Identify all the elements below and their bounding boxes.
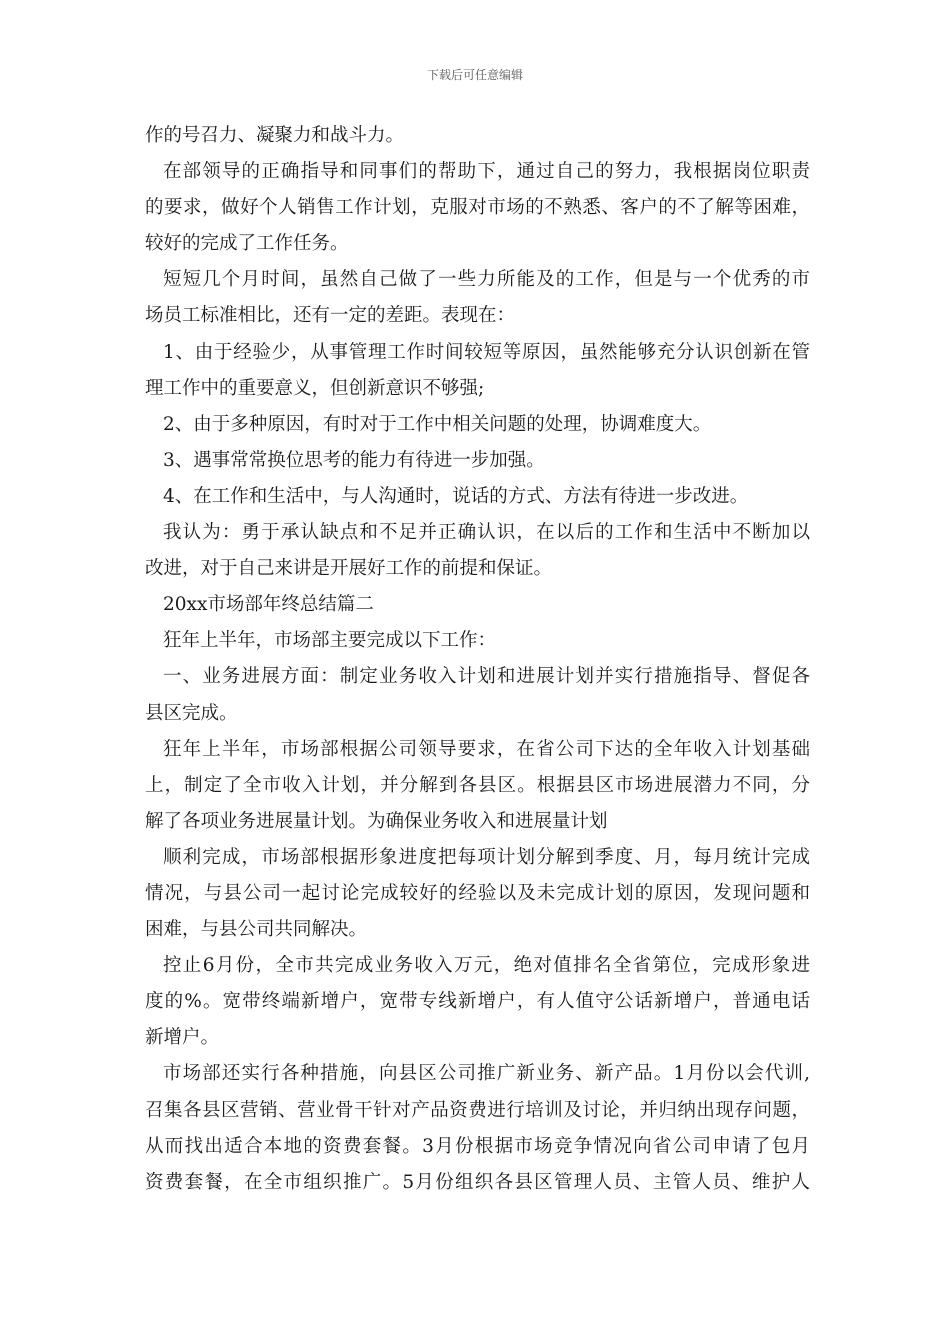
text-line: 4、在工作和生活中，与人沟通时，说话的方式、方法有待进一步改进。 xyxy=(163,485,749,507)
text-line: 场员工标准相比，还有一定的差距。表现在： xyxy=(145,305,516,327)
text-line: 顺利完成，市场部根据形象进度把每项计划分解到季度、月，每月统计完成 xyxy=(163,846,810,868)
text-line: 控止6月份，全市共完成业务收入万元，绝对值排名全省第位，完成形象进 xyxy=(163,955,810,977)
text-line: 从而找出适合本地的资费套餐。3月份根据市场竞争情况向省公司申请了包月 xyxy=(145,1135,810,1157)
text-line: 1、由于经验少，从事管理工作时间较短等原因，虽然能够充分认识创新在管 xyxy=(163,341,810,363)
text-line: 我认为：勇于承认缺点和不足并正确认识，在以后的工作和生活中不断加以 xyxy=(163,522,810,544)
page-header: 下载后可任意编辑 xyxy=(426,68,523,82)
text-line: 资费套餐，在全市组织推广。5月份组织各县区管理人员、主管人员、维护人 xyxy=(145,1171,810,1193)
text-line: 困难，与县公司共同解决。 xyxy=(145,919,368,941)
text-line: 狂年上半年，市场部主要完成以下工作： xyxy=(163,630,497,652)
text-line: 2、由于多种原因，有时对于工作中相关问题的处理，协调难度大。 xyxy=(163,413,712,435)
text-line: 市场部还实行各种措施，向县区公司推广新业务、新产品。1月份以会代训, xyxy=(163,1063,810,1085)
text-line: 一、业务进展方面：制定业务收入计划和进展计划并实行措施指导、督促各 xyxy=(163,666,810,688)
document-body xyxy=(145,118,810,1201)
text-line: 县区完成。 xyxy=(145,702,238,724)
text-line: 的要求，做好个人销售工作计划，克服对市场的不熟悉、客户的不了解等困难， xyxy=(145,197,810,219)
text-line: 作的号召力、凝聚力和战斗力。 xyxy=(145,125,405,146)
text-line: 20xx市场部年终总结篇二 xyxy=(163,594,374,616)
text-line: 较好的完成了工作任务。 xyxy=(145,233,349,255)
text-line: 新增户。 xyxy=(145,1027,220,1049)
text-line: 情况，与县公司一起讨论完成较好的经验以及未完成计划的原因，发现问题和 xyxy=(145,882,810,904)
text-line: 召集各县区营销、营业骨干针对产品资费进行培训及讨论，并归纳出现存问题， xyxy=(145,1099,810,1121)
text-line: 狂年上半年，市场部根据公司领导要求，在省公司下达的全年收入计划基础 xyxy=(163,738,810,760)
text-line: 在部领导的正确指导和同事们的帮助下，通过自己的努力，我根据岗位职责 xyxy=(163,161,810,183)
text-line: 上，制定了全市收入计划，并分解到各县区。根据县区市场进展潜力不同，分 xyxy=(145,774,810,796)
text-line: 度的%。宽带终端新增户，宽带专线新增户，有人值守公话新增户，普通电话 xyxy=(145,991,810,1013)
text-line: 短短几个月时间，虽然自己做了一些力所能及的工作，但是与一个优秀的市 xyxy=(163,269,810,291)
text-line: 解了各项业务进展量计划。为确保业务收入和进展量计划 xyxy=(145,810,608,832)
text-line: 3、遇事常常换位思考的能力有待进一步加强。 xyxy=(163,449,545,471)
text-line: 改进，对于自己来讲是开展好工作的前提和保证。 xyxy=(145,558,553,580)
text-line: 理工作中的重要意义，但创新意识不够强; xyxy=(145,377,485,399)
